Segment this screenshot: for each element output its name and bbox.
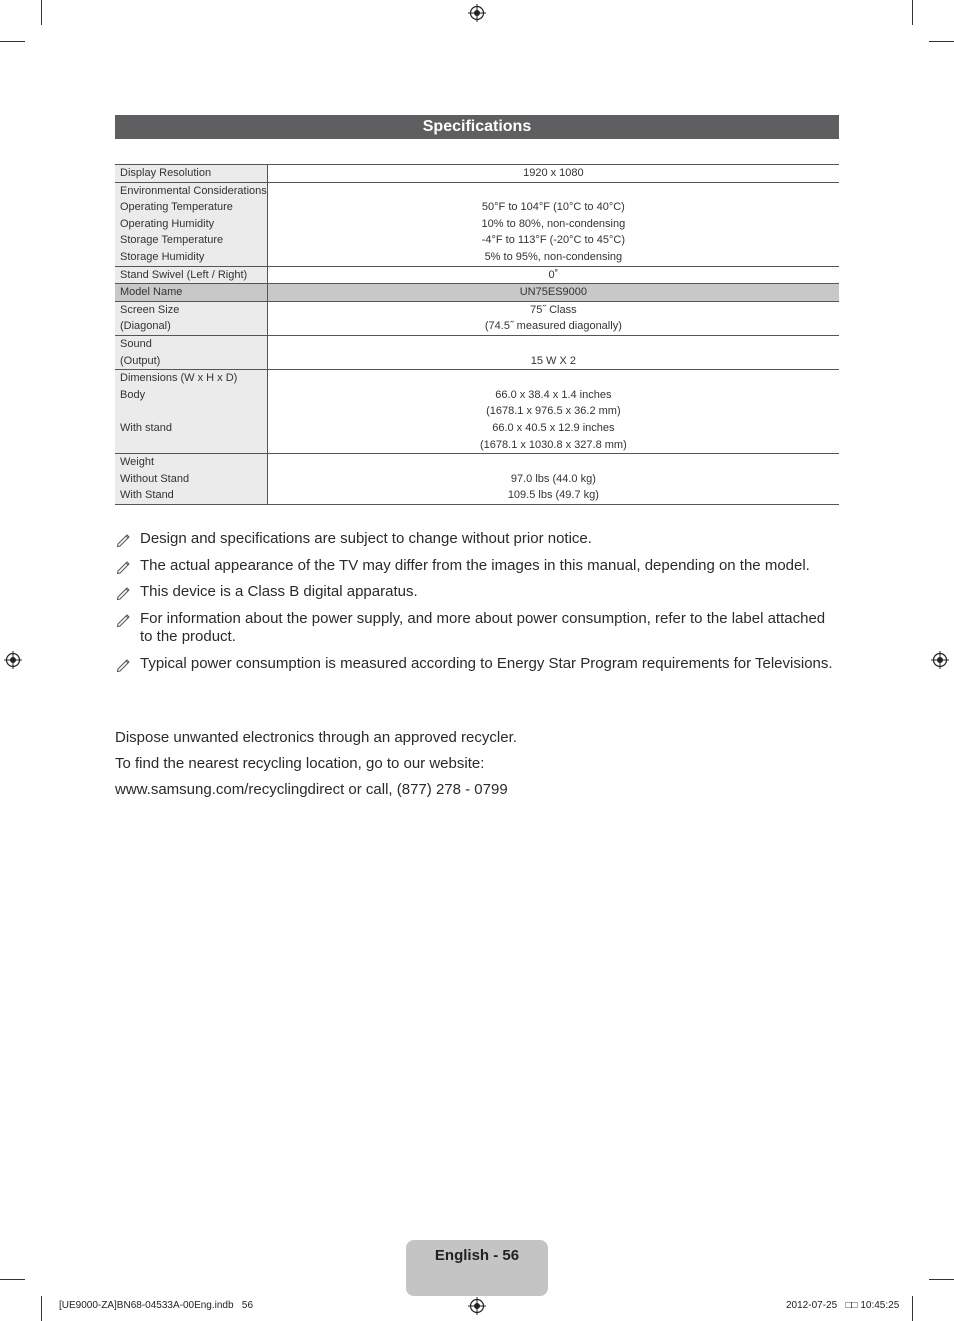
spec-label: With stand [120,421,172,434]
spec-value-cell [267,284,839,302]
spec-value [268,370,839,387]
spec-value: 97.0 lbs (44.0 kg) [510,472,596,485]
spec-label: Operating Humidity [120,217,215,230]
note-text: Typical power consumption is measured according to Energy Star Program requirements for Televisions. [140,654,833,672]
table-row-model [115,284,839,302]
spec-value: 66.0 x 40.5 x 12.9 inches [492,421,615,434]
crop-mark [41,0,42,25]
spec-label: Storage Humidity [120,250,205,263]
spec-value: 5% to 95%, non-condensing [484,250,623,263]
spec-label: Environmental Considerations [120,184,267,197]
spec-value-cell [267,165,839,183]
note-item [115,557,839,576]
spec-value [268,454,839,471]
spec-label [120,403,267,420]
recycling-line: To find the nearest recycling location, go to our website: [115,755,485,772]
spec-value: 0˚ [548,268,559,281]
spec-label: Dimensions (W x H x D) [120,372,238,385]
spec-value: (1678.1 x 976.5 x 36.2 mm) [486,405,621,418]
spec-label: Sound [120,337,152,350]
spec-label-cell [115,370,267,454]
page-number-tab [406,1240,548,1296]
spec-label-cell [115,335,267,369]
spec-label: With Stand [120,489,174,502]
crop-mark [912,0,913,25]
spec-value: (74.5˝ measured diagonally) [484,320,622,333]
spec-value-cell [267,266,839,284]
table-row [115,335,839,369]
note-text: Design and specifications are subject to change without prior notice. [140,530,592,547]
spec-label: Body [120,388,146,401]
spec-label: Model Name [120,286,183,299]
registration-mark-icon [931,651,949,669]
pencil-note-icon [115,557,133,575]
note-item [115,655,839,674]
spec-label: Screen Size [120,303,180,316]
spec-label-cell [115,266,267,284]
registration-mark-icon [468,1297,486,1315]
specifications-table [115,164,839,505]
spec-value: 1920 x 1080 [523,167,584,179]
registration-mark-icon [4,651,22,669]
recycling-info [115,728,517,806]
table-row [115,182,839,266]
pencil-note-icon [115,610,133,628]
spec-label-cell [115,301,267,335]
page-title: Specifications [115,115,839,139]
recycling-url: www.samsung.com/recyclingdirect or call, (877) 278 - 0799 [115,781,508,798]
spec-value: 109.5 lbs (49.7 kg) [507,489,599,502]
spec-label-cell [115,165,267,183]
spec-value-cell [267,335,839,369]
spec-value-cell [267,301,839,335]
pencil-note-icon [115,583,133,601]
spec-label: Weight [120,456,155,469]
note-item [115,530,839,549]
spec-value: UN75ES9000 [519,286,588,299]
page-number: English - 56 [434,1247,520,1264]
pencil-note-icon [115,530,133,548]
spec-value-cell [267,454,839,505]
note-text: The actual appearance of the TV may differ from the images in this manual, depending on the model. [140,556,810,574]
crop-mark [0,41,25,42]
spec-label: Display Resolution [120,167,212,179]
spec-value: 15 W X 2 [530,354,576,367]
spec-value: 75˝ Class [530,303,577,316]
spec-value: (1678.1 x 1030.8 x 327.8 mm) [480,438,627,451]
notes-list [115,530,839,681]
spec-label: Storage Temperature [120,234,224,247]
spec-label: (Output) [120,354,161,367]
spec-label: Stand Swivel (Left / Right) [120,268,248,281]
crop-mark [929,41,954,42]
spec-value: 50°F to 104°F (10°C to 40°C) [481,201,625,214]
spec-value-cell [267,182,839,266]
table-row [115,370,839,454]
footer-file: [UE9000-ZA]BN68-04533A-00Eng.indb 56 [59,1300,254,1311]
registration-mark-icon [468,4,486,22]
spec-value [268,336,839,353]
spec-value [268,183,839,200]
note-item [115,610,839,647]
spec-label-cell [115,182,267,266]
pencil-note-icon [115,655,133,673]
spec-label-cell [115,284,267,302]
table-row [115,165,839,183]
note-text: For information about the power supply, and more about power consumption, refer to the label attached to the product. [140,609,826,645]
crop-mark [929,1279,954,1280]
crop-mark [41,1296,42,1321]
spec-value: 66.0 x 38.4 x 1.4 inches [495,388,612,401]
spec-label: (Diagonal) [120,320,171,333]
note-item [115,583,839,602]
recycling-line: Dispose unwanted electronics through an approved recycler. [115,729,517,746]
spec-value-cell [267,370,839,454]
crop-mark [0,1279,25,1280]
table-row [115,454,839,505]
footer-datetime: 2012-07-25 □□ 10:45:25 [786,1300,900,1311]
spec-value: 10% to 80%, non-condensing [481,217,626,230]
note-text: This device is a Class B digital apparatus. [140,583,418,600]
crop-mark [912,1296,913,1321]
spec-label-cell [115,454,267,505]
table-row [115,301,839,335]
table-row [115,266,839,284]
spec-label: Without Stand [120,472,190,485]
spec-value: -4°F to 113°F (-20°C to 45°C) [481,234,626,247]
spec-label: Operating Temperature [120,201,233,214]
